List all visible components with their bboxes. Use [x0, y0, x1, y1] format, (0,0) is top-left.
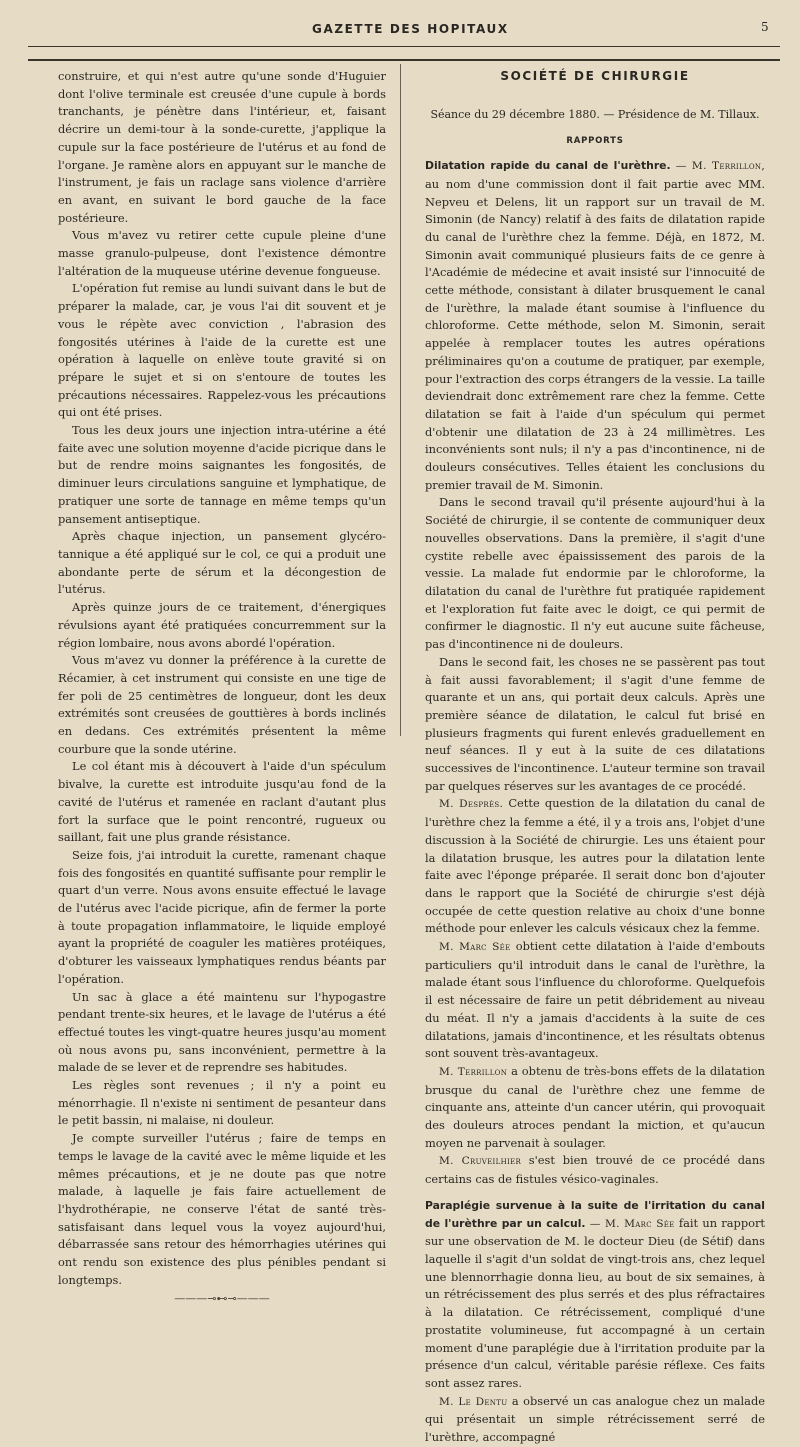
speaker: M. Le Dentu — [439, 1395, 508, 1408]
article-title: Dilatation rapide du canal de l'urèthre. — [425, 159, 671, 173]
paragraph: Dans le second travail qu'il présente aujourd'hui à la Société de chirurgie, il se contente de communiquer deux nouvelles observations. Dans la première, il s'agit d'une cystite rebelle avec épaississement des parois de la vessie. La malade fut endormie par le chloroforme, la dilatation du canal de l'urèthre fut pratiquée rapidement et l'exploration fut faite avec le doigt, ce qui permit de confirmer le diagnostic. Il n'y eut aucune suite fâcheuse, pas d'incontinence ni de douleurs. — [425, 495, 765, 652]
speaker: M. Marc Sée — [439, 941, 511, 954]
discussion-text: s'est bien trouvé de ce procédé dans certains cas de fistules vésico-vaginales. — [425, 1153, 766, 1187]
column-divider — [400, 64, 401, 736]
paragraph: Après chaque injection, un pansement glycéro-tannique a été appliqué sur le col, ce qui a produit une abondante perte de sérum et la décongestion de l'utérus. — [58, 529, 386, 597]
discussion-text: obtient cette dilatation à l'aide d'embouts particuliers qu'il introduit dans le canal de l'urèthre, la malade étant sous l'influence du chloroforme. Quelquefois il est nécessaire de faire un petit débridement au niveau du méat. Il n'y a jamais d'accidents à la suite de ces dilatations, jamais d'incontinence, et les résultats obtenus sont souvent très-avantageux. — [425, 939, 765, 1061]
speaker: M. Cruveilhier — [439, 1155, 522, 1168]
discussion-text: a observé un cas analogue chez un malade qui présentait un simple rétrécissement serré de l'urèthre, accompagné — [425, 1393, 765, 1445]
page-number: 5 — [761, 20, 769, 34]
header-double-rule — [28, 59, 780, 61]
discussion-text: a obtenu de très-bons effets de la dilatation brusque du canal de l'urèthre chez une femme de cinquante ans, atteinte d'un cancer utérin, qui provoquait des douleurs atroces pendant la miction, et qu'aucun moyen ne parvenait à soulager. — [425, 1063, 765, 1150]
discussion-cruveilhier — [425, 1152, 765, 1188]
session-line: Séance du 29 décembre 1880. — Présidence de M. Tillaux. — [430, 107, 760, 121]
paragraph: construire, et qui n'est autre qu'une sonde d'Huguier dont l'olive terminale est creusée d'une cupule à bords tranchants, je pénètre dans l'intérieur, et, faisant décrire un demi-tour à la sonde-curette, j'applique la cupule sur la face postérieure de l'utérus et au fond de l'organe. Je ramène alors en appuyant sur le manche de l'instrument, je fais un raclage sans violence d'arrière en avant, en suivant le bord gauche de la face postérieure. — [58, 69, 386, 225]
left-column — [58, 68, 386, 1306]
right-column — [425, 68, 765, 1447]
article-title: Paraplégie survenue à la suite de l'irritation du canal de l'urèthre par un calcul. — [425, 1198, 765, 1230]
speaker: — M. Terrillon, — [675, 160, 765, 173]
end-ornament: ———⊸⊷⊸——— — [174, 1291, 270, 1305]
speaker: M. Desprès. — [439, 798, 504, 811]
discussion-desprès — [425, 795, 765, 938]
discussion-le-dentu — [425, 1393, 765, 1447]
paragraph: Dans le second fait, les choses ne se passèrent pas tout à fait aussi favorablement; il s'agit d'une femme de quarante et un ans, qui portait deux calculs. Après une première séance de dilatation, le calcul fut brisé en plusieurs fragments qui furent enlevés graduellement en neuf séances. Il y eut à la suite de ces dilatations successives de l'incontinence. L'auteur termine son travail par quelques réserves sur les avantages de ce procédé. — [425, 654, 765, 793]
paragraph: Seize fois, j'ai introduit la curette, ramenant chaque fois des fongosités en quantité suffisante pour remplir le quart d'un verre. Nous avons ensuite effectué le lavage de l'utérus avec l'acide picrique, afin de fermer la porte à toute propagation inflammatoire, le liquide employé ayant la propriété de coaguler les matières protéiques, d'obturer les vaisseaux lymphatiques rendus béants par l'opération. — [58, 847, 386, 986]
article-body: fait un rapport sur une observation de M. le docteur Dieu (de Sétif) dans laquelle il s'agit d'un soldat de vingt-trois ans, chez lequel une blennorrhagie donna lieu, au bout de six semaines, à un rétrécissement des plus serrés et des plus réfractaires à la dilatation. Ce rétrécissement, compliqué d'une prostatite volumineuse, fut accompagné à un certain moment d'une paraplégie due à l'irritation produite par la présence d'un calcul, véritable parésie réflexe. Ces faits sont assez rares. — [425, 1215, 766, 1390]
discussion-text: Cette question de la dilatation du canal de l'urèthre chez la femme a été, il y a trois ans, l'objet d'une discussion à la Société de chirurgie. Les uns étaient pour la dilatation brusque, les autres pour la dilatation lente faite avec l'éponge préparée. Il serait donc bon d'ajouter dans le rapport que la Société de chirurgie s'est déjà occupée de cette question relative au choix d'une bonne méthode pour enlever les calculs vésicaux chez la femme. — [425, 796, 765, 936]
paragraph: Les règles sont revenues ; il n'y a point eu ménorrhagie. Il n'existe ni sentiment de pesanteur dans le petit bassin, ni malaise, ni douleur. — [58, 1078, 386, 1128]
header-rule — [28, 46, 780, 47]
discussion-terrillon — [425, 1063, 765, 1153]
speaker: M. Terrillon — [439, 1065, 508, 1078]
paragraph: Un sac à glace a été maintenu sur l'hypogastre pendant trente-six heures, et le lavage de l'utérus a été effectué toutes les vingt-quatre heures jusqu'au moment où nous avons pu, sans inconvénient, permettre à la malade de se lever et de reprendre ses habitudes. — [58, 989, 386, 1075]
article-paraplegie — [425, 1197, 765, 1393]
paragraph: Tous les deux jours une injection intra-utérine a été faite avec une solution moyenne d'acide picrique dans le but de rendre moins saignantes les fongosités, de diminuer leurs circulations sanguine et lymphatique, de pratiquer une sorte de tannage en même temps qu'un pansement antiseptique. — [58, 423, 386, 526]
article-body: au nom d'une commission dont il fait partie avec MM. Nepveu et Delens, lit un rapport sur un travail de M. Simonin (de Nancy) relatif à des faits de dilatation rapide du canal de l'urèthre chez la femme. Déjà, en 1872, M. Simonin avait communiqué plusieurs faits de ce genre à l'Académie de médecine et avait insisté sur l'innocuité de cette méthode, consistant à dilater brusquement le canal de l'urèthre, la malade étant soumise à l'influence du chloroforme. Cette méthode, selon M. Simonin, serait appelée à remplacer toutes les autres opérations préliminaires qu'on a coutume de pratiquer, par exemple, pour l'extraction des corps étrangers de la vessie. La taille deviendrait donc extrêmement rare chez la femme. Cette dilatation se fait à l'aide d'un spéculum qui permet d'obtenir une dilatation de 23 à 24 millimètres. Les inconvénients sont nuls; il n'y a pas d'incontinence, ni de douleurs consécutives. Telles étaient les conclusions du premier travail de M. Simonin. — [425, 176, 765, 492]
paragraph: L'opération fut remise au lundi suivant dans le but de préparer la malade, car, je vous l'ai dit souvent et je vous le répète avec conviction , l'abrasion des fongosités utérines à l'aide de la curette est une opération à laquelle on enlève toute gravité si on prépare le sujet et si on s'entoure de toutes les précautions nécessaires. Rappelez-vous les précautions qui ont été prises. — [58, 281, 386, 420]
speaker: — M. Marc Sée — [589, 1217, 675, 1230]
masthead — [0, 22, 800, 42]
newspaper-title: GAZETTE DES HOPITAUX — [312, 22, 509, 36]
section-title: SOCIÉTÉ DE CHIRURGIE — [500, 69, 690, 83]
discussion-marc-see — [425, 938, 765, 1063]
paragraph: Le col étant mis à découvert à l'aide d'un spéculum bivalve, la curette est introduite jusqu'au fond de la cavité de l'utérus et ramenée en raclant d'autant plus fort la surface que le point rencontré, rugueux ou saillant, fait une plus grande résistance. — [58, 759, 386, 845]
paragraph: Après quinze jours de ce traitement, d'énergiques révulsions ayant été pratiquées concurremment sur la région lombaire, nous avons abordé l'opération. — [58, 600, 386, 650]
paragraph: Vous m'avez vu retirer cette cupule pleine d'une masse granulo-pulpeuse, dont l'existence démontre l'altération de la muqueuse utérine devenue fongueuse. — [58, 228, 386, 278]
paragraph: Je compte surveiller l'utérus ; faire de temps en temps le lavage de la cavité avec le même liquide et les mêmes précautions, et je ne doute pas que notre malade, à laquelle je fais faire actuellement de l'hydrothérapie, ne conserve l'état de santé très-satisfaisant dans lequel vous la voyez aujourd'hui, débarrassée sans retour des hémorrhagies utérines qui ont rendu son existence des plus pénibles pendant si longtemps. — [58, 1131, 386, 1287]
rapports-heading: RAPPORTS — [566, 136, 624, 147]
article-dilatation — [425, 157, 765, 494]
paragraph: Vous m'avez vu donner la préférence à la curette de Récamier, à cet instrument qui consiste en une tige de fer poli de 25 centimètres de longueur, dont les deux extrémités sont creusées de gouttières à bords inclinés en dedans. Ces extrémités présentent la même courbure que la sonde utérine. — [58, 653, 386, 756]
